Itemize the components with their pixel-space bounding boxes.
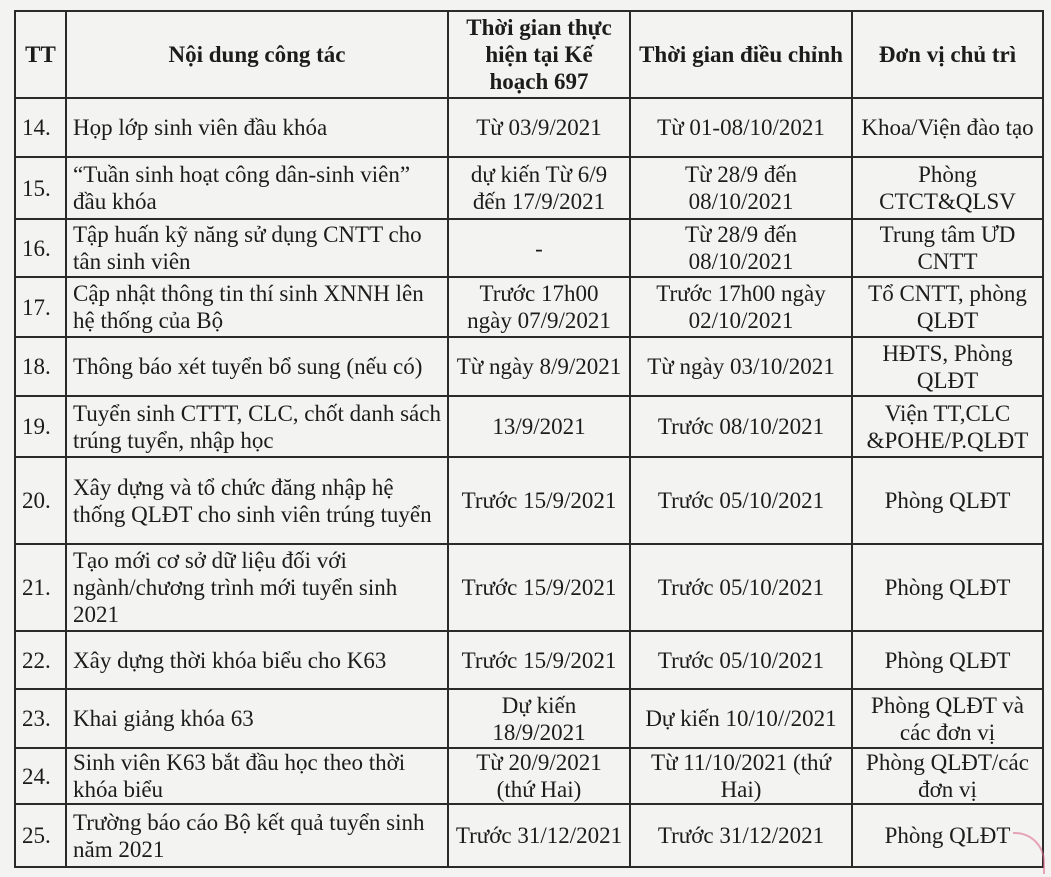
task-content: Trường báo cáo Bộ kết quả tuyển sinh năm 2021	[66, 804, 448, 867]
responsible-unit: Viện TT,CLC &POHE/P.QLĐT	[852, 396, 1043, 457]
adjusted-time: Dự kiến 10/10//2021	[630, 689, 852, 748]
table-row	[15, 396, 1043, 457]
table-row	[15, 157, 1043, 219]
planned-time: dự kiến Từ 6/9 đến 17/9/2021	[448, 157, 630, 219]
table-row	[15, 689, 1043, 748]
planned-time: Từ 03/9/2021	[448, 98, 630, 157]
row-number: 25.	[15, 804, 66, 867]
adjusted-time: Trước 05/10/2021	[630, 544, 852, 631]
header-adjusted-time: Thời gian điều chỉnh	[630, 11, 852, 98]
row-number: 18.	[15, 337, 66, 396]
responsible-unit: Phòng QLĐT	[852, 457, 1043, 544]
task-content: Tạo mới cơ sở dữ liệu đối với ngành/chương trình mới tuyển sinh 2021	[66, 544, 448, 631]
table-row	[15, 544, 1043, 631]
task-content: Thông báo xét tuyển bổ sung (nếu có)	[66, 337, 448, 396]
row-number: 17.	[15, 277, 66, 337]
planned-time: Từ ngày 8/9/2021	[448, 337, 630, 396]
row-number: 22.	[15, 631, 66, 689]
planned-time: Trước 15/9/2021	[448, 631, 630, 689]
responsible-unit: Phòng QLĐT	[852, 631, 1043, 689]
table-row	[15, 219, 1043, 277]
responsible-unit: Trung tâm ƯD CNTT	[852, 219, 1043, 277]
row-number: 23.	[15, 689, 66, 748]
task-content: Tập huấn kỹ năng sử dụng CNTT cho tân sinh viên	[66, 219, 448, 277]
table-row	[15, 337, 1043, 396]
planned-time: Trước 15/9/2021	[448, 457, 630, 544]
responsible-unit: Phòng QLĐT và các đơn vị	[852, 689, 1043, 748]
task-content: Sinh viên K63 bắt đầu học theo thời khóa biểu	[66, 748, 448, 804]
header-planned-time: Thời gian thực hiện tại Kế hoạch 697	[448, 11, 630, 98]
work-schedule-table	[14, 10, 1044, 868]
task-content: Xây dựng thời khóa biểu cho K63	[66, 631, 448, 689]
responsible-unit: Tổ CNTT, phòng QLĐT	[852, 277, 1043, 337]
responsible-unit: Khoa/Viện đào tạo	[852, 98, 1043, 157]
task-content: Họp lớp sinh viên đầu khóa	[66, 98, 448, 157]
header-row	[15, 11, 1043, 98]
table-row	[15, 804, 1043, 867]
responsible-unit: Phòng QLĐT/các đơn vị	[852, 748, 1043, 804]
adjusted-time: Trước 08/10/2021	[630, 396, 852, 457]
table-row	[15, 277, 1043, 337]
adjusted-time: Trước 17h00 ngày 02/10/2021	[630, 277, 852, 337]
responsible-unit: HĐTS, Phòng QLĐT	[852, 337, 1043, 396]
row-number: 16.	[15, 219, 66, 277]
responsible-unit: Phòng CTCT&QLSV	[852, 157, 1043, 219]
table-row	[15, 631, 1043, 689]
header-responsible-unit: Đơn vị chủ trì	[852, 11, 1043, 98]
task-content: Tuyển sinh CTTT, CLC, chốt danh sách trúng tuyển, nhập học	[66, 396, 448, 457]
row-number: 14.	[15, 98, 66, 157]
adjusted-time: Trước 05/10/2021	[630, 457, 852, 544]
planned-time: Trước 17h00 ngày 07/9/2021	[448, 277, 630, 337]
row-number: 19.	[15, 396, 66, 457]
adjusted-time: Từ ngày 03/10/2021	[630, 337, 852, 396]
planned-time: Trước 15/9/2021	[448, 544, 630, 631]
adjusted-time: Từ 11/10/2021 (thứ Hai)	[630, 748, 852, 804]
task-content: Khai giảng khóa 63	[66, 689, 448, 748]
row-number: 21.	[15, 544, 66, 631]
header-content: Nội dung công tác	[66, 11, 448, 98]
table-row	[15, 457, 1043, 544]
planned-time: 13/9/2021	[448, 396, 630, 457]
task-content: Cập nhật thông tin thí sinh XNNH lên hệ thống của Bộ	[66, 277, 448, 337]
responsible-unit: Phòng QLĐT	[852, 804, 1043, 867]
row-number: 24.	[15, 748, 66, 804]
adjusted-time: Trước 05/10/2021	[630, 631, 852, 689]
row-number: 20.	[15, 457, 66, 544]
task-content: Xây dựng và tổ chức đăng nhập hệ thống QLĐT cho sinh viên trúng tuyển	[66, 457, 448, 544]
task-content: “Tuần sinh hoạt công dân-sinh viên” đầu khóa	[66, 157, 448, 219]
table-row	[15, 98, 1043, 157]
planned-time: Từ 20/9/2021 (thứ Hai)	[448, 748, 630, 804]
responsible-unit: Phòng QLĐT	[852, 544, 1043, 631]
adjusted-time: Từ 01-08/10/2021	[630, 98, 852, 157]
adjusted-time: Từ 28/9 đến 08/10/2021	[630, 219, 852, 277]
planned-time: Trước 31/12/2021	[448, 804, 630, 867]
adjusted-time: Trước 31/12/2021	[630, 804, 852, 867]
planned-time: -	[448, 219, 630, 277]
row-number: 15.	[15, 157, 66, 219]
planned-time: Dự kiến 18/9/2021	[448, 689, 630, 748]
header-tt: TT	[15, 11, 66, 98]
adjusted-time: Từ 28/9 đến 08/10/2021	[630, 157, 852, 219]
table-row	[15, 748, 1043, 804]
